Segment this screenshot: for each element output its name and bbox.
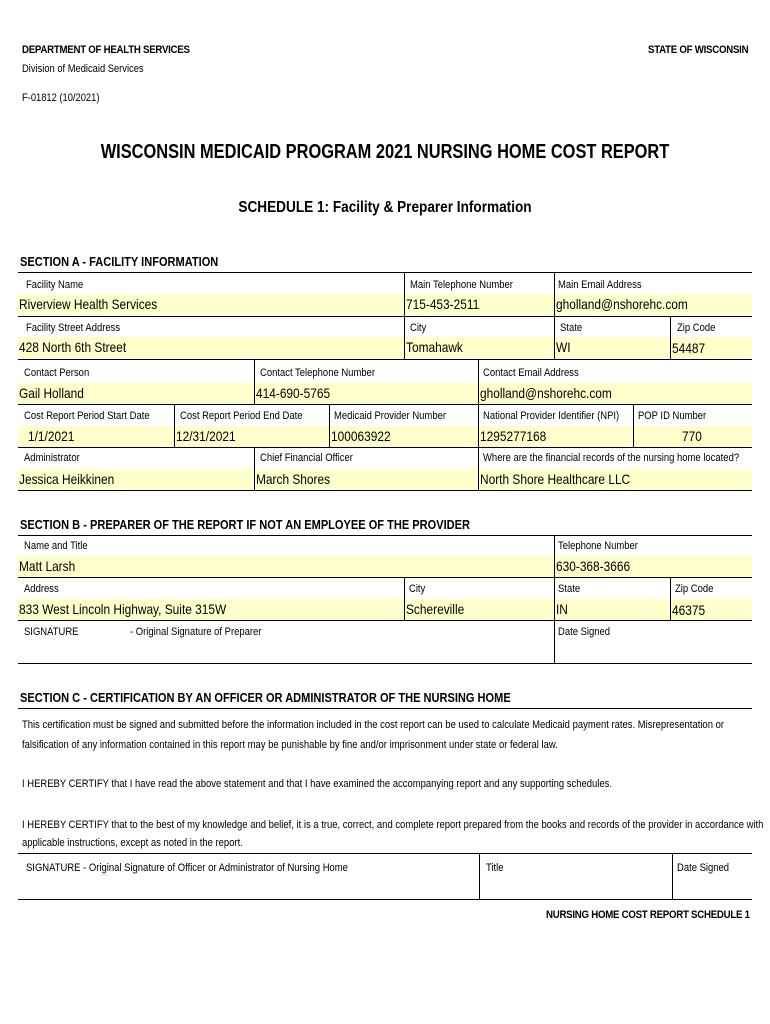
divider bbox=[478, 359, 479, 490]
pop-id-label: POP ID Number bbox=[638, 410, 707, 422]
divider bbox=[479, 853, 480, 899]
street-label: Facility Street Address bbox=[26, 322, 121, 334]
divider bbox=[404, 577, 405, 620]
officer-signature-label: SIGNATURE - Original Signature of Officer or Administrator of Nursing Home bbox=[26, 862, 348, 874]
officer-date-field[interactable] bbox=[675, 878, 751, 898]
contact-person-field[interactable]: Gail Holland bbox=[19, 385, 84, 401]
row-fill bbox=[18, 556, 752, 577]
divider bbox=[672, 853, 673, 899]
page-title: WISCONSIN MEDICAID PROGRAM 2021 NURSING HOME COST REPORT bbox=[100, 141, 670, 163]
preparer-address-label: Address bbox=[24, 583, 59, 595]
section-b-heading: SECTION B - PREPARER OF THE REPORT IF NOT AN EMPLOYEE OF THE PROVIDER bbox=[20, 517, 471, 532]
row-fill bbox=[18, 383, 752, 404]
contact-email-label: Contact Email Address bbox=[483, 367, 579, 379]
npi-field[interactable]: 1295277168 bbox=[480, 428, 547, 444]
divider bbox=[670, 316, 671, 359]
schedule-subtitle: SCHEDULE 1: Facility & Preparer Information bbox=[238, 199, 532, 216]
city-label: City bbox=[410, 322, 427, 334]
end-date-field[interactable]: 12/31/2021 bbox=[176, 428, 236, 444]
divider bbox=[18, 853, 752, 854]
contact-person-label: Contact Person bbox=[24, 367, 90, 379]
main-phone-label: Main Telephone Number bbox=[410, 279, 513, 291]
section-c-heading: SECTION C - CERTIFICATION BY AN OFFICER OR ADMINISTRATOR OF THE NURSING HOME bbox=[20, 690, 511, 705]
preparer-signature-note: - Original Signature of Preparer bbox=[130, 626, 262, 638]
divider bbox=[404, 273, 405, 316]
preparer-state-label: State bbox=[558, 583, 581, 595]
form-id: F-01812 (10/2021) bbox=[22, 92, 100, 104]
state-label: STATE OF WISCONSIN bbox=[648, 44, 749, 56]
divider bbox=[554, 536, 555, 663]
cfo-label: Chief Financial Officer bbox=[260, 452, 353, 464]
divider bbox=[18, 359, 752, 360]
divider bbox=[18, 404, 752, 405]
preparer-signature-field[interactable] bbox=[20, 642, 550, 662]
cfo-field[interactable]: March Shores bbox=[256, 471, 331, 487]
end-date-label: Cost Report Period End Date bbox=[180, 410, 303, 422]
facility-name-label: Facility Name bbox=[26, 279, 84, 291]
preparer-zip-field[interactable]: 46375 bbox=[672, 602, 706, 618]
divider bbox=[404, 316, 405, 359]
preparer-signature-label: SIGNATURE bbox=[24, 626, 79, 638]
preparer-city-field[interactable]: Schereville bbox=[406, 601, 465, 617]
preparer-state-field[interactable]: IN bbox=[556, 601, 568, 617]
preparer-zip-label: Zip Code bbox=[675, 583, 714, 595]
certify-statement-1: I HEREBY CERTIFY that I have read the above statement and that I have examined the accompanying report and any supporting schedules. bbox=[22, 778, 613, 790]
divider bbox=[18, 899, 752, 900]
preparer-phone-field[interactable]: 630-368-3666 bbox=[556, 558, 631, 574]
zip-field[interactable]: 54487 bbox=[672, 340, 706, 356]
administrator-field[interactable]: Jessica Heikkinen bbox=[19, 471, 115, 487]
start-date-label: Cost Report Period Start Date bbox=[24, 410, 150, 422]
main-email-label: Main Email Address bbox=[558, 279, 642, 291]
row-fill bbox=[18, 337, 752, 358]
division-name: Division of Medicaid Services bbox=[22, 63, 144, 75]
certification-text: falsification of any information contained in this report may be punishable by fine and/or imprisonment under state or federal law. bbox=[22, 739, 558, 751]
pop-id-field[interactable]: 770 bbox=[682, 428, 702, 444]
divider bbox=[18, 447, 752, 448]
certify-statement-2: applicable instructions, except as noted in the report. bbox=[22, 837, 243, 849]
contact-phone-field[interactable]: 414-690-5765 bbox=[256, 385, 331, 401]
certify-statement-2: I HEREBY CERTIFY that to the best of my knowledge and belief, it is a true, correct, and complete report prepared from the books and records of the provider in accordance with bbox=[22, 819, 764, 831]
preparer-date-label: Date Signed bbox=[558, 626, 611, 638]
zip-label: Zip Code bbox=[677, 322, 716, 334]
divider bbox=[18, 663, 752, 664]
divider bbox=[254, 447, 255, 490]
preparer-date-field[interactable] bbox=[556, 642, 750, 662]
divider bbox=[18, 708, 752, 709]
records-location-label: Where are the financial records of the nursing home located? bbox=[483, 452, 740, 464]
divider bbox=[18, 577, 752, 578]
divider bbox=[670, 577, 671, 620]
state-field-label: State bbox=[560, 322, 583, 334]
officer-date-label: Date Signed bbox=[677, 862, 730, 874]
divider bbox=[174, 404, 175, 447]
administrator-label: Administrator bbox=[24, 452, 80, 464]
preparer-city-label: City bbox=[409, 583, 426, 595]
city-field[interactable]: Tomahawk bbox=[406, 339, 463, 355]
preparer-address-field[interactable]: 833 West Lincoln Highway, Suite 315W bbox=[19, 601, 227, 617]
state-field[interactable]: WI bbox=[556, 339, 571, 355]
contact-email-field[interactable]: gholland@nshorehc.com bbox=[480, 385, 612, 401]
provider-number-field[interactable]: 100063922 bbox=[331, 428, 391, 444]
divider bbox=[633, 404, 634, 447]
preparer-name-field[interactable]: Matt Larsh bbox=[19, 558, 76, 574]
divider bbox=[18, 316, 752, 317]
start-date-field[interactable]: 1/1/2021 bbox=[28, 428, 75, 444]
divider bbox=[18, 272, 752, 273]
main-phone-field[interactable]: 715-453-2511 bbox=[406, 296, 480, 312]
section-a-heading: SECTION A - FACILITY INFORMATION bbox=[20, 254, 219, 269]
contact-phone-label: Contact Telephone Number bbox=[260, 367, 375, 379]
officer-signature-field[interactable] bbox=[20, 878, 475, 898]
certification-text: This certification must be signed and submitted before the information included in the cost report can be used to calculate Medicaid payment rates. Misrepresentation or bbox=[22, 719, 725, 731]
divider bbox=[18, 620, 752, 621]
officer-title-field[interactable] bbox=[482, 878, 670, 898]
department-name: DEPARTMENT OF HEALTH SERVICES bbox=[22, 44, 190, 56]
facility-name-field[interactable]: Riverview Health Services bbox=[19, 296, 158, 312]
npi-label: National Provider Identifier (NPI) bbox=[483, 410, 620, 422]
divider bbox=[254, 359, 255, 404]
footer-label: NURSING HOME COST REPORT SCHEDULE 1 bbox=[546, 909, 750, 921]
preparer-name-label: Name and Title bbox=[24, 540, 88, 552]
divider bbox=[329, 404, 330, 447]
row-fill bbox=[18, 469, 752, 490]
provider-number-label: Medicaid Provider Number bbox=[334, 410, 446, 422]
divider bbox=[18, 535, 752, 536]
street-field[interactable]: 428 North 6th Street bbox=[19, 339, 127, 355]
officer-title-label: Title bbox=[486, 862, 504, 874]
main-email-field[interactable]: gholland@nshorehc.com bbox=[556, 296, 688, 312]
preparer-phone-label: Telephone Number bbox=[558, 540, 638, 552]
records-location-field[interactable]: North Shore Healthcare LLC bbox=[480, 471, 631, 487]
divider bbox=[18, 490, 752, 491]
